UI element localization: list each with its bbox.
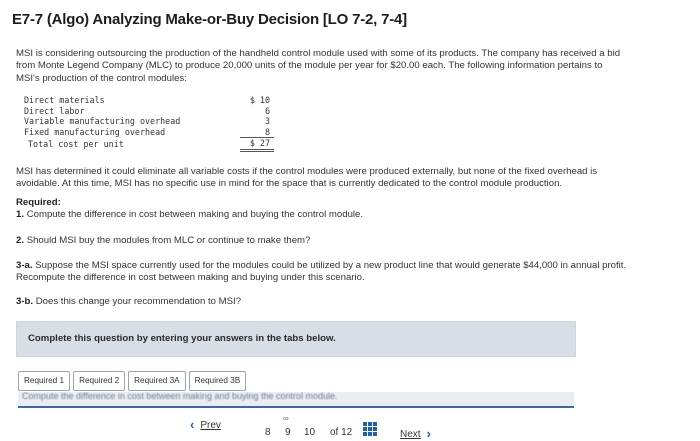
intro-paragraph: MSI is considering outsourcing the production of the handheld control module used with some of its products. The company has received a bid from Monte Legend Company (MLC) to produce 20,000 units of the module per year for $20.00 each. The following information pertains to MSI's production of the control modules: <box>16 48 621 84</box>
question-3b-text: Does this change your recommendation to MSI? <box>35 296 242 307</box>
cost-amount: 8 <box>240 127 274 138</box>
prev-label: Prev <box>200 420 221 431</box>
instructions-text: Complete this question by entering your answers in the tabs below. <box>28 333 336 344</box>
tab-required-3a[interactable]: Required 3A <box>128 371 186 391</box>
cost-label: Direct labor <box>24 105 85 116</box>
question-1 <box>16 209 636 221</box>
cost-amount: 6 <box>264 105 270 116</box>
required-tabs <box>18 371 246 391</box>
instructions-panel <box>16 321 576 357</box>
page-total: of 12 <box>330 427 353 438</box>
cost-label: Fixed manufacturing overhead <box>24 127 166 138</box>
cost-amount: 3 <box>264 116 270 127</box>
prev-button[interactable] <box>190 417 221 432</box>
question-3a-number: 3-a. <box>16 260 33 271</box>
question-1-text: Compute the difference in cost between making and buying the control module. <box>26 209 364 220</box>
cost-row <box>24 116 274 127</box>
cost-row <box>24 127 274 138</box>
question-1-number: 1. <box>16 209 25 220</box>
next-label: Next <box>400 429 421 440</box>
tab-required-1[interactable]: Required 1 <box>18 371 70 391</box>
cost-label: Total cost per unit <box>28 138 124 149</box>
question-2-number: 2. <box>16 235 25 246</box>
active-tab-header <box>18 392 574 408</box>
cost-row <box>24 106 274 117</box>
grid-icon[interactable] <box>363 422 377 436</box>
link-icon: ∞ <box>283 414 289 423</box>
question-3b <box>16 296 636 308</box>
question-2 <box>16 235 636 247</box>
cost-amount: $ 10 <box>249 95 270 105</box>
cost-row <box>24 138 274 151</box>
chevron-right-icon: › <box>426 426 431 441</box>
cost-per-unit-table <box>24 95 274 152</box>
cost-amount: $ 27 <box>240 138 274 151</box>
page-10[interactable]: 10 <box>304 427 316 438</box>
cost-label: Direct materials <box>24 95 105 105</box>
required-heading: Required: <box>16 197 61 208</box>
tab-required-3b[interactable]: Required 3B <box>189 371 247 391</box>
scenario-paragraph: MSI has determined it could eliminate all variable costs if the control modules were produced externally, but none of the fixed overhead is avoidable. At this time, MSI has no specific use in mind for the space that is currently dedicated to the control module production. <box>16 166 598 190</box>
page-8[interactable]: 8 <box>265 427 271 438</box>
cost-row <box>24 95 274 106</box>
question-3b-number: 3-b. <box>16 296 34 307</box>
chevron-left-icon: ‹ <box>190 417 195 432</box>
question-3a-text: Suppose the MSI space currently used for the modules could be utilized by a new product line that would generate $44,000 in annual profit. Recompute the difference in cost between making and buying under this scenario. <box>16 260 627 284</box>
active-tab-instruction: Compute the difference in cost between making and buying the control module. <box>22 392 338 401</box>
cost-label: Variable manufacturing overhead <box>24 116 181 127</box>
problem-title: E7-7 (Algo) Analyzing Make-or-Buy Decision [LO 7-2, 7-4] <box>12 11 407 28</box>
tab-required-2[interactable]: Required 2 <box>73 371 125 391</box>
page-9-current[interactable]: 9 <box>285 427 291 438</box>
question-2-text: Should MSI buy the modules from MLC or continue to make them? <box>26 235 311 246</box>
question-3a <box>16 260 636 285</box>
